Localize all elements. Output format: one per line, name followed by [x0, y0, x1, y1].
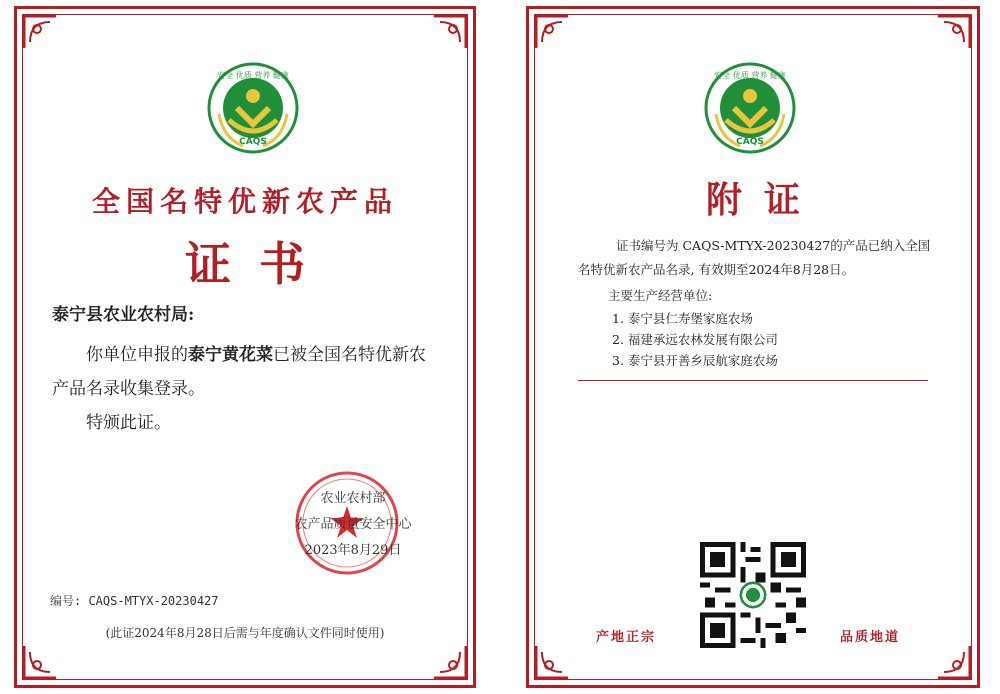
- corner-ornament-icon: [532, 642, 572, 682]
- logo-arc-text: 安全 优质 营养 健康: [714, 71, 786, 80]
- logo-arc-text: 安全 优质 营养 健康: [217, 71, 289, 80]
- appendix-paragraph: 证书编号为 CAQS-MTYX-20230427的产品已纳入全国名特优新农产品名录, 有效期至2024年8月28日。: [578, 238, 931, 277]
- certificate-main: [8, 0, 482, 694]
- divider: [578, 380, 928, 381]
- certificate-body: [52, 338, 442, 406]
- logo-brand: CAQS: [239, 137, 267, 147]
- certificate-big-title: 证书: [185, 237, 333, 291]
- certificate-appendix: [520, 0, 986, 694]
- corner-ornament-icon: [20, 12, 60, 52]
- qr-code-icon[interactable]: [700, 542, 806, 648]
- body-pre: 你单位申报的: [86, 345, 188, 365]
- units-list: [612, 308, 778, 371]
- body-post: 已被全国名特优新农产品名录收集登录。: [52, 345, 426, 399]
- slogan-right: 品质地道: [840, 630, 901, 645]
- certificate-title: 全国名特优新农产品: [91, 185, 398, 218]
- corner-ornament-icon: [934, 642, 974, 682]
- issuer-line-2: 农产品质量安全中心: [294, 517, 412, 532]
- issuer-line-1: 农业农村部: [320, 491, 386, 506]
- logo-brand: CAQS: [736, 137, 764, 147]
- corner-ornament-icon: [430, 12, 470, 52]
- units-label: 主要生产经营单位:: [608, 288, 713, 303]
- product-name: 泰宁黄花菜: [188, 345, 273, 365]
- list-item: 3. 泰宁县开善乡辰航家庭农场: [612, 353, 778, 368]
- addressee: 泰宁县农业农村局:: [52, 305, 195, 325]
- corner-ornament-icon: [430, 642, 470, 682]
- issue-date: 2023年8月29日: [304, 543, 402, 558]
- slogan-left: 产地正宗: [596, 630, 657, 645]
- issuer: [278, 486, 428, 564]
- caqs-emblem-icon: [704, 62, 796, 154]
- caqs-emblem-icon: [207, 62, 299, 154]
- corner-ornament-icon: [532, 12, 572, 52]
- corner-ornament-icon: [934, 12, 974, 52]
- list-item: 2. 福建承远农林发展有限公司: [612, 332, 778, 347]
- certify-line: 特颁此证。: [86, 413, 171, 433]
- validity-note: (此证2024年8月28日后需与年度确认文件同时使用): [105, 626, 385, 640]
- list-item: 1. 泰宁县仁寿堡家庭农场: [612, 311, 753, 326]
- certificate-number: 编号: CAQS-MTYX-20230427: [50, 594, 219, 608]
- appendix-title: 附证: [705, 179, 822, 221]
- corner-ornament-icon: [20, 642, 60, 682]
